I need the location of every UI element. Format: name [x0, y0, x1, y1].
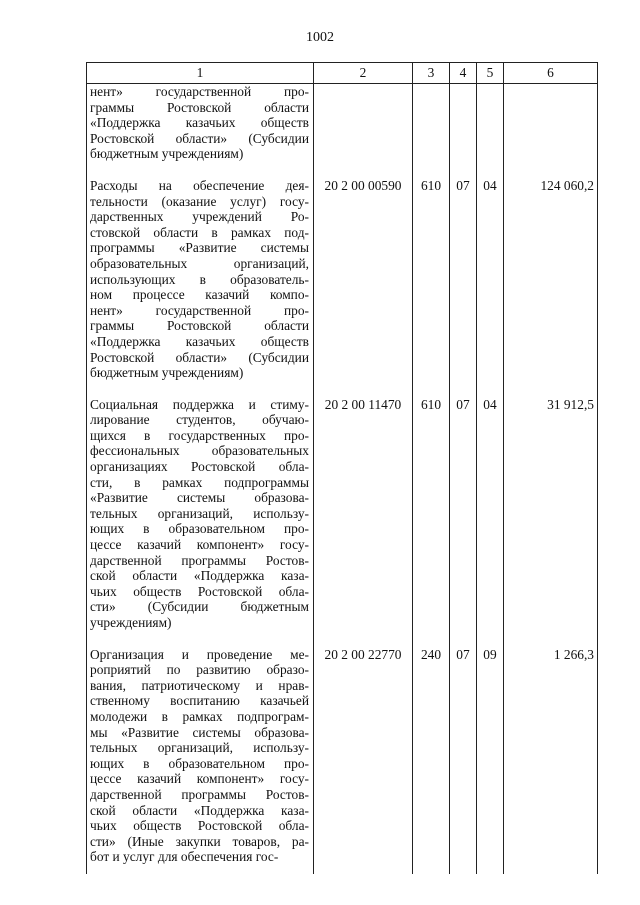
description-line: цессе казачий компонент» госу- — [90, 771, 309, 787]
description-line: бюджетным учреждениям) — [90, 365, 244, 381]
row-amount: 124 060,2 — [504, 171, 598, 390]
description-line: дарственных учреждений Ро- — [90, 209, 309, 225]
description-line: ющих в образовательном про- — [90, 755, 309, 771]
row-section — [450, 84, 477, 171]
description-line: программы «Развитие системы — [90, 240, 309, 256]
header-col-3: 3 — [413, 63, 450, 84]
description-line: чьих обществ Ростовской обла- — [90, 583, 309, 599]
row-target-code: 20 2 00 00590 — [314, 171, 413, 390]
header-col-2: 2 — [314, 63, 413, 84]
description-line: вания, патриотическому и нрав- — [90, 677, 309, 693]
description-line: дарственной программы Ростов- — [90, 786, 309, 802]
description-line: фессиональных образовательных — [90, 443, 309, 459]
row-expense-type — [413, 84, 450, 171]
description-line: роприятий по развитию образо- — [90, 662, 309, 678]
row-subsection: 04 — [477, 390, 504, 640]
header-col-4: 4 — [450, 63, 477, 84]
row-expense-type: 610 — [413, 171, 450, 390]
header-col-5: 5 — [477, 63, 504, 84]
description-line: бюджетным учреждениям) — [90, 146, 244, 162]
description-line: Организация и проведение ме- — [90, 646, 309, 662]
description-line: организациях Ростовской обла- — [90, 459, 309, 475]
description-line: щихся в государственных про- — [90, 427, 309, 443]
description-line: тельности (оказание услуг) госу- — [90, 193, 309, 209]
row-subsection — [477, 84, 504, 171]
header-row — [87, 63, 598, 84]
row-expense-type: 610 — [413, 390, 450, 640]
row-subsection: 09 — [477, 640, 504, 874]
table-row — [87, 84, 598, 171]
row-description — [87, 84, 314, 171]
description-line: цессе казачий компонент» госу- — [90, 537, 309, 553]
description-line: лирование студентов, обучаю- — [90, 412, 309, 428]
description-line: молодежи в рамках подпрограм- — [90, 708, 309, 724]
description-line: чьих обществ Ростовской обла- — [90, 818, 309, 834]
description-line: дарственной программы Ростов- — [90, 552, 309, 568]
row-subsection: 04 — [477, 171, 504, 390]
description-line: сти, в рамках подпрограммы — [90, 474, 309, 490]
description-line: «Поддержка казачьих обществ — [90, 333, 309, 349]
row-description — [87, 640, 314, 874]
row-expense-type: 240 — [413, 640, 450, 874]
description-line: нент» государственной про- — [90, 302, 309, 318]
row-amount: 1 266,3 — [504, 640, 598, 874]
description-line: тельных организаций, использу- — [90, 505, 309, 521]
description-line: тельных организаций, использу- — [90, 740, 309, 756]
description-line: ном процессе казачий компо- — [90, 287, 309, 303]
description-line: стовской области в рамках под- — [90, 224, 309, 240]
description-line: ственному воспитанию казачьей — [90, 693, 309, 709]
header-col-1: 1 — [87, 63, 314, 84]
row-target-code: 20 2 00 22770 — [314, 640, 413, 874]
description-line: «Поддержка казачьих обществ — [90, 115, 309, 131]
row-section: 07 — [450, 390, 477, 640]
description-line: Расходы на обеспечение дея- — [90, 177, 309, 193]
budget-table — [86, 62, 598, 874]
description-line: Ростовской области» (Субсидии — [90, 349, 309, 365]
row-amount — [504, 84, 598, 171]
description-line: сти» (Иные закупки товаров, ра- — [90, 833, 309, 849]
table-row — [87, 390, 598, 640]
description-line: Социальная поддержка и стиму- — [90, 396, 309, 412]
row-target-code: 20 2 00 11470 — [314, 390, 413, 640]
table-row — [87, 640, 598, 874]
description-line: сти» (Субсидии бюджетным — [90, 599, 309, 615]
description-line: граммы Ростовской области — [90, 318, 309, 334]
description-line: бот и услуг для обеспечения гос- — [90, 849, 279, 865]
description-line: ской области «Поддержка каза- — [90, 568, 309, 584]
description-line: «Развитие системы образова- — [90, 490, 309, 506]
description-line: использующих в образователь- — [90, 271, 309, 287]
table-body — [87, 84, 598, 874]
row-description — [87, 390, 314, 640]
row-section: 07 — [450, 640, 477, 874]
description-line: ской области «Поддержка каза- — [90, 802, 309, 818]
row-description — [87, 171, 314, 390]
description-line: нент» государственной про- — [90, 84, 309, 99]
row-amount: 31 912,5 — [504, 390, 598, 640]
table-row — [87, 171, 598, 390]
description-line: учреждениям) — [90, 615, 172, 630]
description-line: ющих в образовательном про- — [90, 521, 309, 537]
row-section: 07 — [450, 171, 477, 390]
row-target-code — [314, 84, 413, 171]
page-number: 1002 — [306, 30, 334, 45]
description-line: Ростовской области» (Субсидии — [90, 130, 309, 146]
header-col-6: 6 — [504, 63, 598, 84]
description-line: мы «Развитие системы образова- — [90, 724, 309, 740]
description-line: образовательных организаций, — [90, 255, 309, 271]
description-line: граммы Ростовской области — [90, 99, 309, 115]
